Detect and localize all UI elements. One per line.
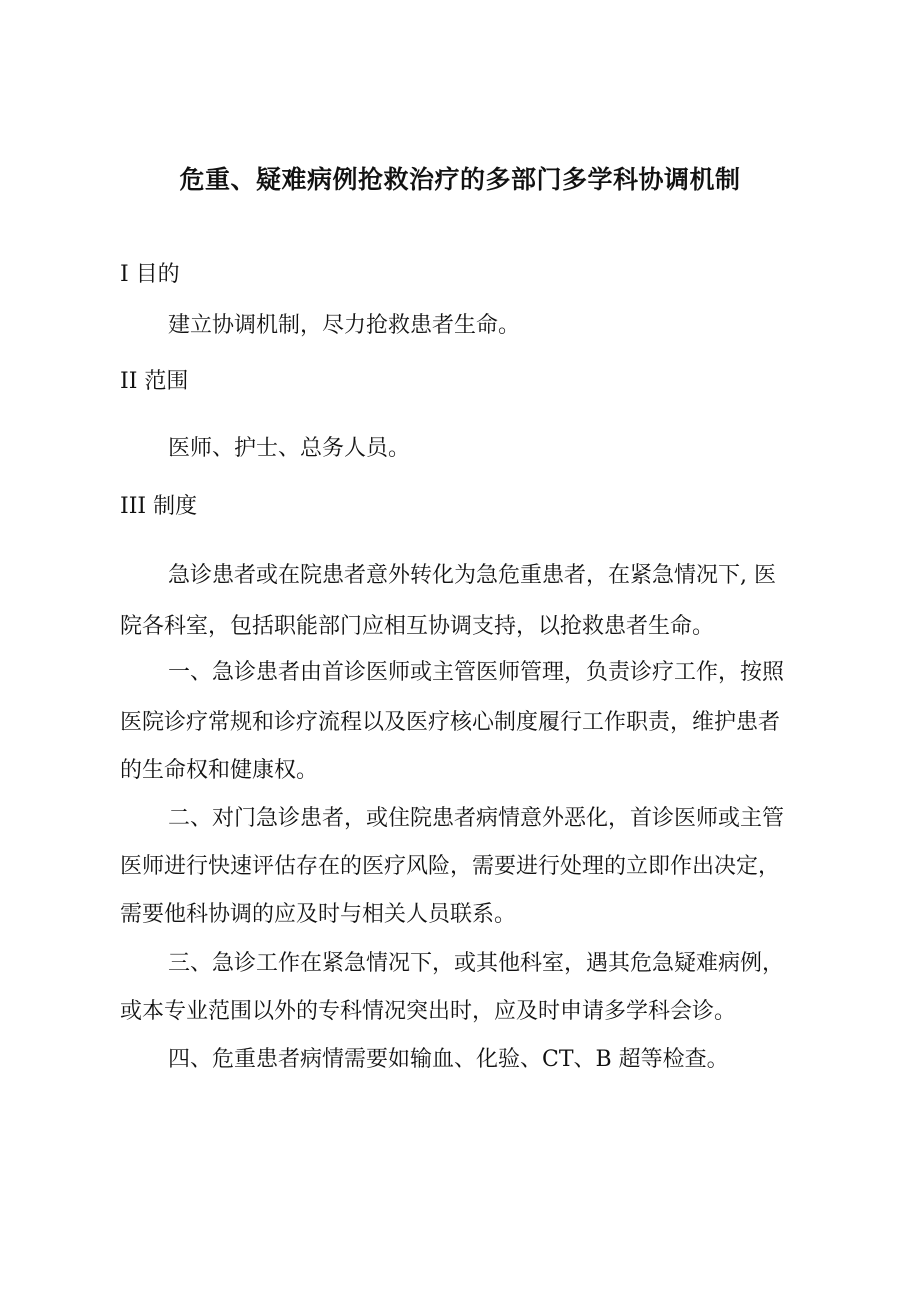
section-heading-scope: II 范围: [120, 369, 189, 394]
intro-paragraph-line: 院各科室，包括职能部门应相互协调支持，以抢救患者生命。: [120, 614, 715, 639]
clause-three-line: 或本专业范围以外的专科情况突出时，应及时申请多学科会诊。: [120, 999, 737, 1024]
clause-two-line: 医师进行快速评估存在的医疗风险，需要进行处理的立即作出决定，: [120, 854, 781, 879]
intro-paragraph-line: 急诊患者或在院患者意外转化为急危重患者，在紧急情况下, 医: [168, 563, 776, 588]
clause-one-line: 一、急诊患者由首诊医师或主管医师管理，负责诊疗工作，按照: [168, 660, 785, 685]
clause-one-line: 医院诊疗常规和诊疗流程以及医疗核心制度履行工作职责，维护患者: [120, 710, 781, 735]
clause-four-line: 四、危重患者病情需要如输血、化验、CT、B 超等检查。: [168, 1047, 729, 1072]
section-heading-purpose: I 目的: [120, 262, 180, 287]
section-heading-system: III 制度: [120, 494, 198, 519]
scope-text: 医师、护士、总务人员。: [168, 436, 411, 461]
clause-three-line: 三、急诊工作在紧急情况下，或其他科室，遇其危急疑难病例，: [168, 951, 785, 976]
clause-two-line: 二、对门急诊患者，或住院患者病情意外恶化，首诊医师或主管: [168, 806, 785, 831]
document-title: 危重、疑难病例抢救治疗的多部门多学科协调机制: [179, 165, 741, 194]
purpose-text: 建立协调机制，尽力抢救患者生命。: [168, 313, 521, 338]
clause-one-line: 的生命权和健康权。: [120, 758, 319, 783]
clause-two-line: 需要他科协调的应及时与相关人员联系。: [120, 902, 517, 927]
